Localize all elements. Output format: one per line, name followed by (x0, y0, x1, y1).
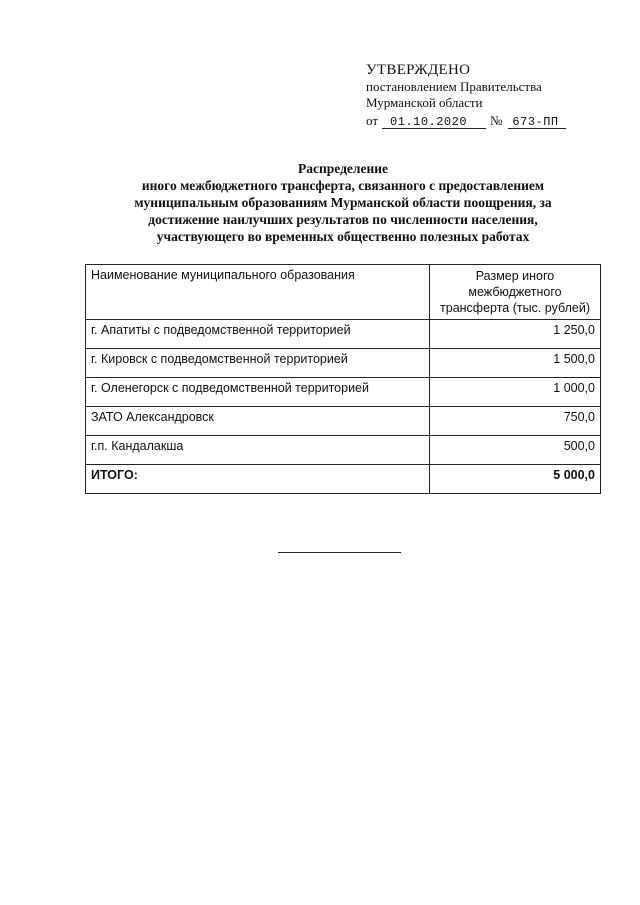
row-amount: 500,0 (430, 436, 601, 465)
row-name: г. Апатиты с подведомственной территорией (86, 320, 430, 349)
approval-date: 01.10.2020 (382, 115, 486, 129)
row-name: г.п. Кандалакша (86, 436, 430, 465)
header-amount: Размер иного межбюджетного трансферта (тыс. рублей) (430, 265, 601, 320)
date-prefix: от (366, 113, 379, 128)
approval-number: 673-ПП (508, 115, 566, 129)
approval-block (366, 61, 616, 129)
table-header-row (86, 265, 601, 320)
end-separator-line (278, 552, 401, 553)
row-name: ЗАТО Александровск (86, 407, 430, 436)
distribution-table (85, 264, 601, 494)
row-amount: 1 250,0 (430, 320, 601, 349)
table-row (86, 436, 601, 465)
table-row (86, 349, 601, 378)
approval-date-number (366, 113, 616, 129)
table-row (86, 320, 601, 349)
heading-line-4: достижение наилучших результатов по численности населения, (148, 212, 538, 227)
header-name: Наименование муниципального образования (86, 265, 430, 320)
row-name: г. Оленегорск с подведомственной территорией (86, 378, 430, 407)
total-amount: 5 000,0 (430, 465, 601, 494)
document-heading (88, 160, 598, 245)
row-amount: 750,0 (430, 407, 601, 436)
table-row (86, 378, 601, 407)
heading-line-3: муниципальным образованиям Мурманской области поощрения, за (134, 195, 552, 210)
approval-line-2: Мурманской области (366, 95, 483, 110)
row-amount: 1 500,0 (430, 349, 601, 378)
total-label: ИТОГО: (86, 465, 430, 494)
heading-line-2: иного межбюджетного трансферта, связанного с предоставлением (141, 178, 545, 193)
number-label: № (490, 113, 503, 128)
heading-line-1: Распределение (297, 161, 389, 176)
row-amount: 1 000,0 (430, 378, 601, 407)
approval-title: УТВЕРЖДЕНО (366, 62, 471, 78)
approval-line-1: постановлением Правительства (366, 79, 542, 94)
heading-line-5: участвующего во временных общественно полезных работах (156, 229, 530, 244)
table-row (86, 407, 601, 436)
table-total-row (86, 465, 601, 494)
row-name: г. Кировск с подведомственной территорией (86, 349, 430, 378)
